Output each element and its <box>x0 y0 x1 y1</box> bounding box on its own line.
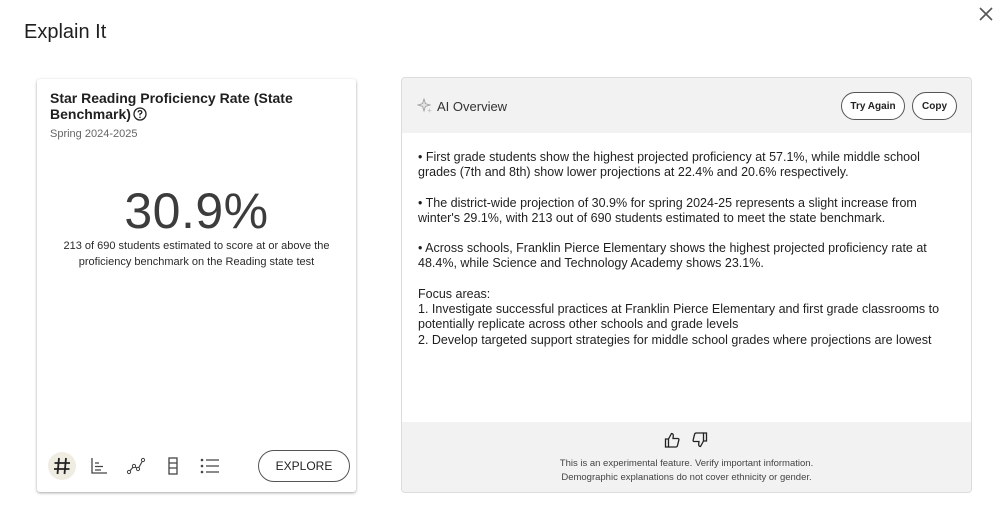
close-icon[interactable] <box>976 4 996 24</box>
insight-bullet: • First grade students show the highest projected proficiency at 57.1%, while middle school grades (7th and 8th) show lower projections at 22.4% and 20.6% respectively. <box>418 150 920 180</box>
ai-overview-panel <box>401 77 972 493</box>
explore-button[interactable]: EXPLORE <box>258 450 350 482</box>
ai-overview-title: AI Overview <box>437 99 508 114</box>
card-subtitle: Spring 2024-2025 <box>50 128 138 140</box>
focus-item: 1. Investigate successful practices at Franklin Pierce Elementary and first grade classrooms to potentially replicate across other schools and grade levels <box>418 302 940 332</box>
feedback-controls <box>664 432 708 448</box>
try-again-button[interactable]: Try Again <box>841 92 905 120</box>
focus-item: 2. Develop targeted support strategies for middle school grades where projections are lowest <box>418 332 932 347</box>
thumbs-up-icon[interactable] <box>664 432 680 448</box>
benchmark-column-icon[interactable] <box>159 452 187 480</box>
help-icon[interactable] <box>133 107 147 124</box>
metric-value: 30.9% <box>124 183 269 239</box>
card-title-text: Star Reading Proficiency Rate (State Benchmark) <box>50 90 293 122</box>
number-view-icon[interactable] <box>48 452 76 480</box>
list-view-icon[interactable] <box>196 452 224 480</box>
copy-button[interactable]: Copy <box>912 92 957 120</box>
disclaimer-text: Demographic explanations do not cover ethnicity or gender. <box>561 472 812 483</box>
focus-areas-title: Focus areas: <box>418 286 491 301</box>
insight-bullet: • Across schools, Franklin Pierce Elementary shows the highest projected proficiency rate at 48.4%, while Science and Technology Academy shows 23.1%. <box>418 241 927 271</box>
dialog-title: Explain It <box>24 21 107 43</box>
metric-description: 213 of 690 students estimated to score at or above the proficiency benchmark on the Reading state test <box>63 240 330 268</box>
ai-overview-body <box>418 150 958 348</box>
ai-overview-footer <box>402 422 971 492</box>
insight-bullet: • The district-wide projection of 30.9% for spring 2024-25 represents a slight increase from winter's 29.1%, with 213 out of 690 students estimated to meet the state benchmark. <box>418 195 917 225</box>
thumbs-down-icon[interactable] <box>692 432 708 448</box>
ai-overview-header <box>402 78 971 133</box>
sparkle-icon <box>417 98 433 119</box>
metric-card <box>37 79 356 492</box>
view-toolbar <box>48 451 233 481</box>
bar-chart-icon[interactable] <box>85 452 113 480</box>
card-title <box>50 90 340 124</box>
disclaimer-text: This is an experimental feature. Verify important information. <box>559 458 814 469</box>
trend-line-icon[interactable] <box>122 452 150 480</box>
